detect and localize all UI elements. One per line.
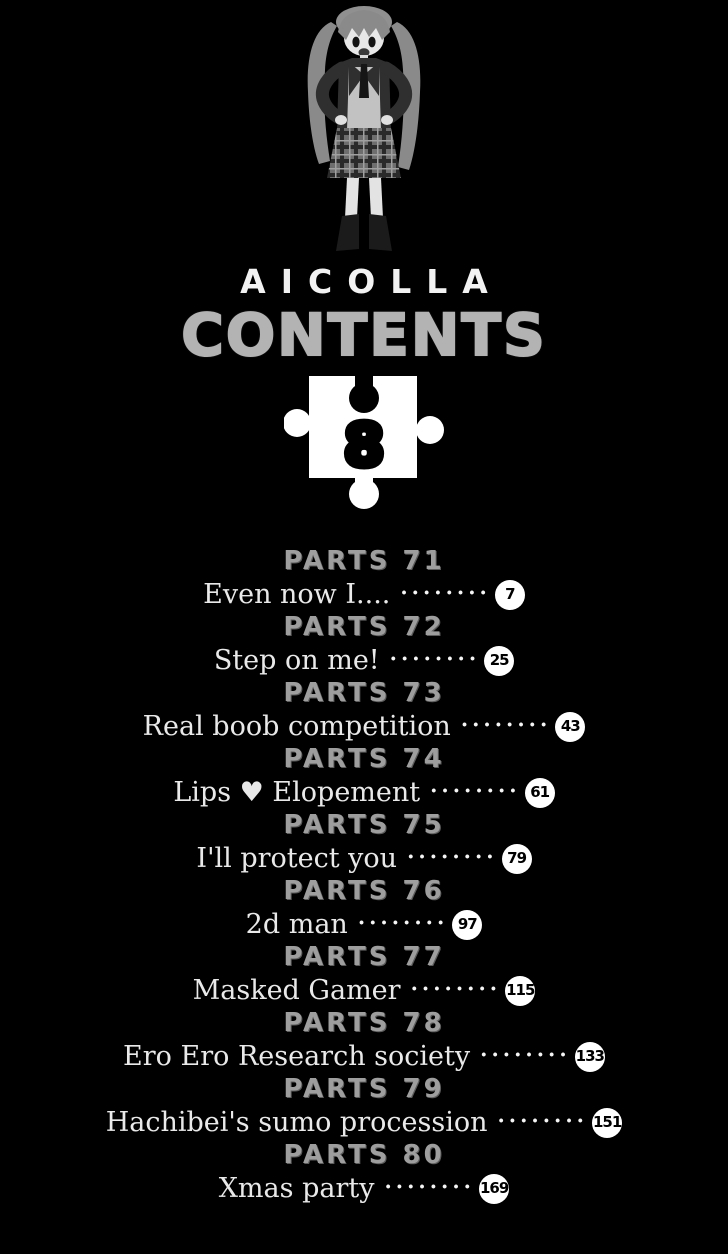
toc-title-line: [0, 775, 728, 810]
chapter-title: I'll protect you: [196, 843, 398, 874]
chapter-title: Lips ♥ Elopement: [173, 777, 421, 808]
dot-leader: ········: [357, 910, 449, 935]
toc-entry: [0, 876, 728, 942]
chapter-title: Ero Ero Research society: [123, 1041, 471, 1072]
page-number-badge: 43: [555, 712, 585, 742]
toc-title-line: [0, 907, 728, 942]
chapter-title: Real boob competition: [142, 711, 451, 742]
page-number-badge: 169: [479, 1174, 509, 1204]
table-of-contents: [0, 546, 728, 1206]
toc-entry: [0, 1140, 728, 1206]
toc-title-line: [0, 643, 728, 678]
part-heading: PARTS 75: [283, 810, 445, 840]
chapter-title: Step on me!: [213, 645, 380, 676]
puzzle-piece-icon: [284, 374, 444, 512]
toc-entry: [0, 1074, 728, 1140]
page-number-badge: 7: [495, 580, 525, 610]
page-number-badge: 97: [452, 910, 482, 940]
toc-entry: [0, 546, 728, 612]
chapter-title: 2d man: [245, 909, 348, 940]
toc-entry: [0, 1008, 728, 1074]
contents-title: CONTENTS: [181, 301, 547, 369]
toc-entry: [0, 678, 728, 744]
schoolgirl-illustration-icon: [279, 0, 449, 256]
toc-entry: [0, 612, 728, 678]
dot-leader: ········: [407, 844, 498, 869]
toc-entry: [0, 744, 728, 810]
toc-entry: [0, 810, 728, 876]
dot-leader: ········: [400, 580, 491, 605]
toc-title-line: [0, 841, 728, 876]
character-illustration: [0, 0, 728, 256]
part-heading: PARTS 73: [283, 678, 445, 708]
dot-leader: ········: [410, 976, 502, 1001]
part-heading: PARTS 78: [283, 1008, 445, 1038]
volume-number: 8: [343, 411, 385, 479]
toc-title-line: [0, 1039, 728, 1074]
toc-title-line: [0, 1105, 728, 1140]
part-heading: PARTS 80: [283, 1140, 445, 1170]
page-number-badge: 115: [505, 976, 535, 1006]
part-heading: PARTS 72: [283, 612, 445, 642]
part-heading: PARTS 71: [283, 546, 445, 576]
part-heading: PARTS 76: [283, 876, 445, 906]
dot-leader: ········: [384, 1174, 475, 1199]
part-heading: PARTS 79: [283, 1074, 445, 1104]
volume-puzzle: [0, 374, 728, 514]
page-number-badge: 79: [502, 844, 532, 874]
dot-leader: ········: [430, 778, 521, 803]
page-number-badge: 25: [484, 646, 514, 676]
toc-title-line: [0, 973, 728, 1008]
part-heading: PARTS 77: [283, 942, 445, 972]
toc-entry: [0, 942, 728, 1008]
toc-title-line: [0, 577, 728, 612]
dot-leader: ········: [497, 1108, 588, 1133]
part-heading: PARTS 74: [283, 744, 445, 774]
dot-leader: ········: [460, 712, 552, 737]
dot-leader: ········: [480, 1042, 571, 1067]
chapter-title: Xmas party: [218, 1173, 375, 1204]
chapter-title: Hachibei's sumo procession: [105, 1107, 488, 1138]
toc-title-line: [0, 1171, 728, 1206]
series-title: AICOLLA: [240, 262, 503, 301]
chapter-title: Masked Gamer: [192, 975, 401, 1006]
page-number-badge: 61: [525, 778, 555, 808]
toc-title-line: [0, 709, 728, 744]
page-number-badge: 133: [575, 1042, 605, 1072]
page-number-badge: 151: [592, 1108, 622, 1138]
dot-leader: ········: [389, 646, 481, 671]
chapter-title: Even now I....: [203, 579, 391, 610]
